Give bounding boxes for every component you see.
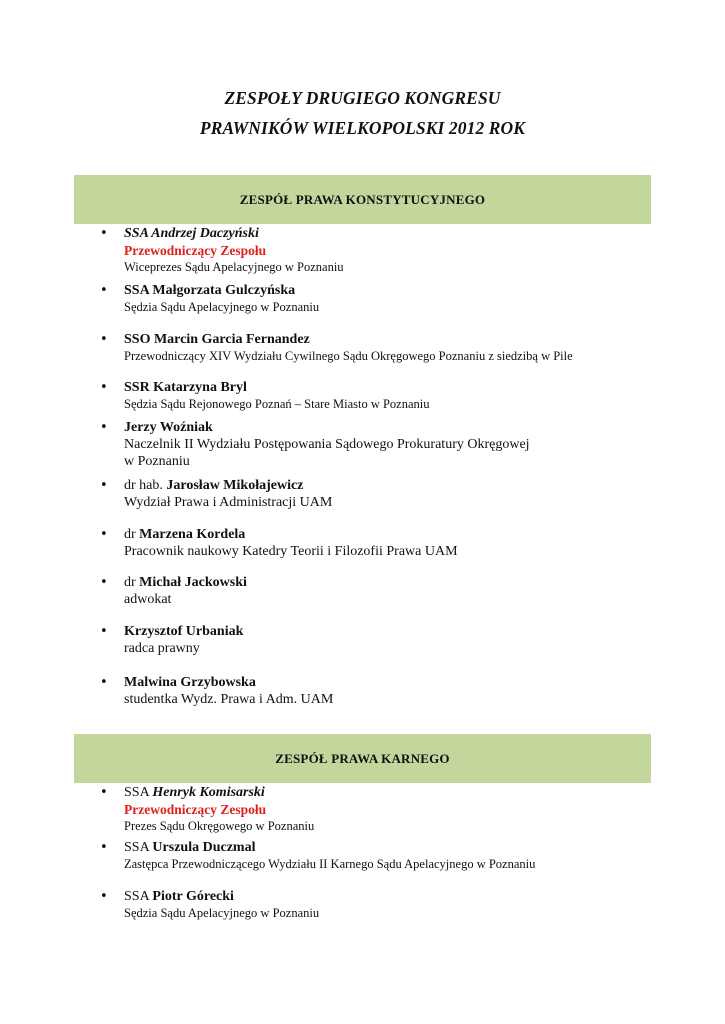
member-name: SSA Andrzej Daczyński bbox=[124, 226, 259, 241]
member-role: Pracownik naukowy Katedry Teorii i Filozofii Prawa UAM bbox=[124, 544, 458, 559]
member-name: SSA Małgorzata Gulczyńska bbox=[124, 283, 296, 298]
bullet-icon: • bbox=[100, 380, 108, 395]
member-name: Malwina Grzybowska bbox=[124, 675, 256, 690]
member-role: Wiceprezes Sądu Apelacyjnego w Poznaniu bbox=[124, 260, 344, 274]
bullet-icon: • bbox=[100, 420, 108, 435]
member-name: dr Marzena Kordela bbox=[124, 527, 246, 542]
member-name: SSA Urszula Duczmal bbox=[124, 840, 256, 855]
member-role: Sędzia Sądu Apelacyjnego w Poznaniu bbox=[124, 300, 320, 314]
section-header-constitutional-law: ZESPÓŁ PRAWA KONSTYTUCYJNEGO bbox=[74, 175, 651, 224]
bullet-icon: • bbox=[100, 624, 108, 639]
member-name: SSA Henryk Komisarski bbox=[124, 785, 265, 800]
bullet-icon: • bbox=[100, 226, 108, 241]
member-role: studentka Wydz. Prawa i Adm. UAM bbox=[124, 692, 334, 707]
member-name: SSA Piotr Górecki bbox=[124, 889, 234, 904]
member-name: Jerzy Woźniak bbox=[124, 420, 213, 435]
bullet-icon: • bbox=[100, 283, 108, 298]
member-role: Przewodniczący XIV Wydziału Cywilnego Sądu Okręgowego Poznaniu z siedzibą w Pile bbox=[124, 349, 573, 363]
bullet-icon: • bbox=[100, 527, 108, 542]
member-name: SSR Katarzyna Bryl bbox=[124, 380, 247, 395]
member-role-line-2: w Poznaniu bbox=[124, 454, 190, 469]
bullet-icon: • bbox=[100, 675, 108, 690]
document-title-line-1: ZESPOŁY DRUGIEGO KONGRESU bbox=[224, 88, 501, 108]
section-header-criminal-law: ZESPÓŁ PRAWA KARNEGO bbox=[74, 734, 651, 783]
member-role-line-1: Naczelnik II Wydziału Postępowania Sądowego Prokuratury Okręgowej bbox=[124, 437, 530, 452]
bullet-icon: • bbox=[100, 889, 108, 904]
member-role: Sędzia Sądu Apelacyjnego w Poznaniu bbox=[124, 906, 320, 920]
document-title-line-2: PRAWNIKÓW WIELKOPOLSKI 2012 ROK bbox=[199, 118, 526, 138]
member-role: Prezes Sądu Okręgowego w Poznaniu bbox=[124, 819, 315, 833]
member-role: adwokat bbox=[124, 592, 172, 607]
member-name: dr hab. Jarosław Mikołajewicz bbox=[124, 478, 304, 493]
bullet-icon: • bbox=[100, 575, 108, 590]
member-role: radca prawny bbox=[124, 641, 200, 656]
bullet-icon: • bbox=[100, 332, 108, 347]
member-role: Zastępca Przewodniczącego Wydziału II Karnego Sądu Apelacyjnego w Poznaniu bbox=[124, 857, 536, 871]
member-name: SSO Marcin Garcia Fernandez bbox=[124, 332, 310, 347]
bullet-icon: • bbox=[100, 840, 108, 855]
member-role: Wydział Prawa i Administracji UAM bbox=[124, 495, 333, 510]
chair-label: Przewodniczący Zespołu bbox=[124, 802, 267, 817]
bullet-icon: • bbox=[100, 478, 108, 493]
bullet-icon: • bbox=[100, 785, 108, 800]
member-name: dr Michał Jackowski bbox=[124, 575, 247, 590]
chair-label: Przewodniczący Zespołu bbox=[124, 243, 267, 258]
member-name: Krzysztof Urbaniak bbox=[124, 624, 244, 639]
member-role: Sędzia Sądu Rejonowego Poznań – Stare Miasto w Poznaniu bbox=[124, 397, 430, 411]
